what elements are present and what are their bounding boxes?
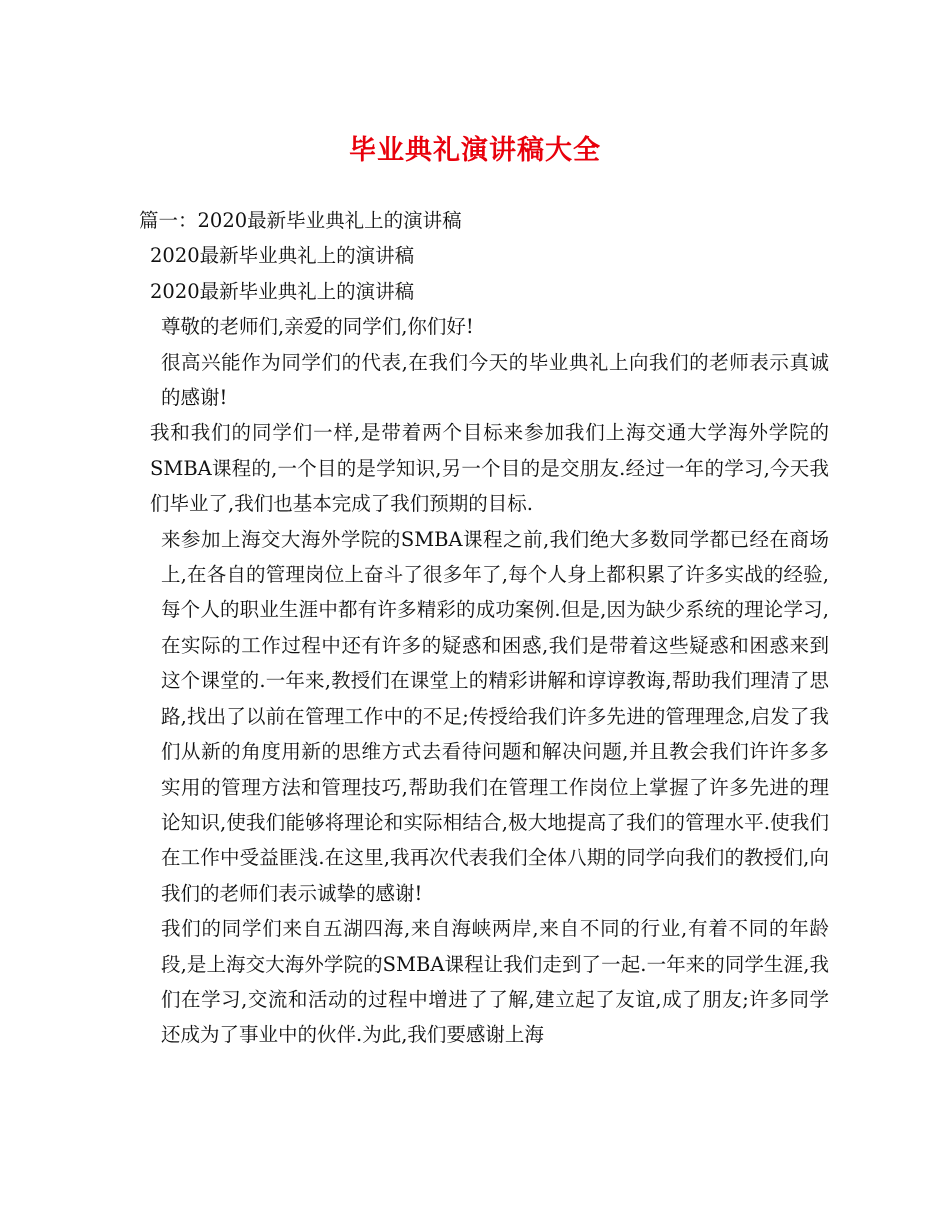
paragraph: 我和我们的同学们一样,是带着两个目标来参加我们上海交通大学海外学院的SMBA课程的,一个目的是学知识,另一个目的是交朋友.经过一年的学习,今天我们毕业了,我们也基本完成了我们预期的目标. (150, 421, 829, 516)
section-heading: 篇一：2020最新毕业典礼上的演讲稿 (139, 209, 462, 232)
document-title: 毕业典礼演讲稿大全 (349, 135, 601, 166)
subtitle-line: 2020最新毕业典礼上的演讲稿 (150, 244, 415, 268)
document-body (139, 203, 829, 1053)
greeting-line: 尊敬的老师们,亲爱的同学们,你们好! (161, 315, 474, 339)
paragraph: 来参加上海交大海外学院的SMBA课程之前,我们绝大多数同学都已经在商场上,在各自的管理岗位上奋斗了很多年了,每个人身上都积累了许多实战的经验,每个人的职业生涯中都有许多精彩的成功案例.但是,因为缺少系统的理论学习,在实际的工作过程中还有许多的疑惑和困惑,我们是带着这些疑惑和困惑来到这个课堂的.一年来,教授们在课堂上的精彩讲解和谆谆教诲,帮助我们理清了思路,找出了以前在管理工作中的不足;传授给我们许多先进的管理理念,启发了我们从新的角度用新的思维方式去看待问题和解决问题,并且教会我们许许多多实用的管理方法和管理技巧,帮助我们在管理工作岗位上掌握了许多先进的理论知识,使我们能够将理论和实际相结合,极大地提高了我们的管理水平.使我们在工作中受益匪浅.在这里,我再次代表我们全体八期的同学向我们的教授们,向我们的老师们表示诚挚的感谢! (161, 527, 829, 905)
paragraph: 我们的同学们来自五湖四海,来自海峡两岸,来自不同的行业,有着不同的年龄段,是上海交大海外学院的SMBA课程让我们走到了一起.一年来的同学生涯,我们在学习,交流和活动的过程中增进了了解,建立起了友谊,成了朋友;许多同学还成为了事业中的伙伴.为此,我们要感谢上海 (161, 917, 829, 1047)
paragraph: 很高兴能作为同学们的代表,在我们今天的毕业典礼上向我们的老师表示真诚的感谢! (161, 350, 829, 410)
subtitle-line: 2020最新毕业典礼上的演讲稿 (150, 279, 415, 303)
